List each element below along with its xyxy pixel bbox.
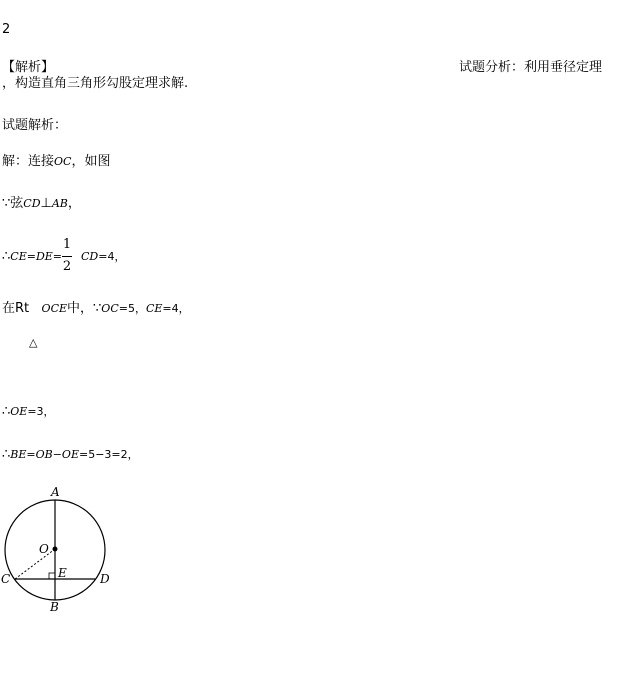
solution-line-half [2, 249, 62, 265]
var-cd: CD [23, 197, 41, 210]
fraction-bar [62, 256, 72, 257]
var-ce: CE [145, 302, 163, 315]
triangle-symbol: △ [29, 336, 38, 349]
solution-heading: 试题解析： [2, 118, 68, 133]
solution-line-perpendicular [2, 196, 81, 212]
ce-de-expr: CE=DE= [10, 250, 63, 263]
solution-line-right-triangle [2, 301, 190, 317]
line-end: ， [67, 196, 81, 211]
solution-line-half-tail [81, 249, 125, 265]
analysis-text-part1: 试题分析：利用垂径定理 [459, 60, 603, 75]
oe-eq: =3， [27, 405, 55, 418]
cd-eq: =4， [98, 250, 126, 263]
solution-line-oe [2, 404, 55, 420]
analysis-heading: 【解析】 [2, 60, 55, 75]
be-expr: BE=OB−OE [10, 448, 79, 461]
label-o: O [39, 542, 49, 556]
mid-text: 中，∵ [67, 301, 102, 316]
var-ab: AB [51, 197, 68, 210]
because-chord: ∵弦 [2, 196, 24, 211]
circle-diagram [0, 485, 130, 615]
label-d: D [100, 572, 110, 586]
answer-text: 2 [2, 22, 11, 37]
fraction-denominator: 2 [62, 259, 72, 274]
connect-suffix: ，如图 [71, 154, 111, 169]
center-point [53, 547, 58, 552]
in-rt: 在Rt [2, 301, 30, 316]
analysis-text-part2: ，构造直角三角形勾股定理求解. [2, 76, 189, 91]
var-oe: OE [10, 405, 28, 418]
label-e: E [58, 566, 67, 580]
solution-line-be [2, 447, 139, 463]
therefore-symbol: ∴ [2, 249, 11, 264]
right-angle-mark [49, 573, 55, 579]
perp-symbol: ⊥ [40, 196, 52, 211]
label-a: A [51, 485, 60, 499]
triangle-oce: OCE [41, 302, 68, 315]
label-b: B [50, 600, 59, 614]
var-oc: OC [54, 155, 72, 168]
connect-prefix: 解：连接 [2, 154, 55, 169]
therefore-symbol-3: ∴ [2, 447, 11, 462]
oc-eq: =5， [118, 302, 146, 315]
var-oc-2: OC [101, 302, 119, 315]
ce-eq: =4， [162, 302, 190, 315]
therefore-symbol-2: ∴ [2, 404, 11, 419]
label-c: C [1, 572, 11, 586]
be-eq: =5−3=2， [78, 448, 139, 461]
var-cd-2: CD [81, 250, 99, 263]
fraction-numerator: 1 [62, 237, 72, 252]
solution-line-connect [2, 154, 110, 170]
